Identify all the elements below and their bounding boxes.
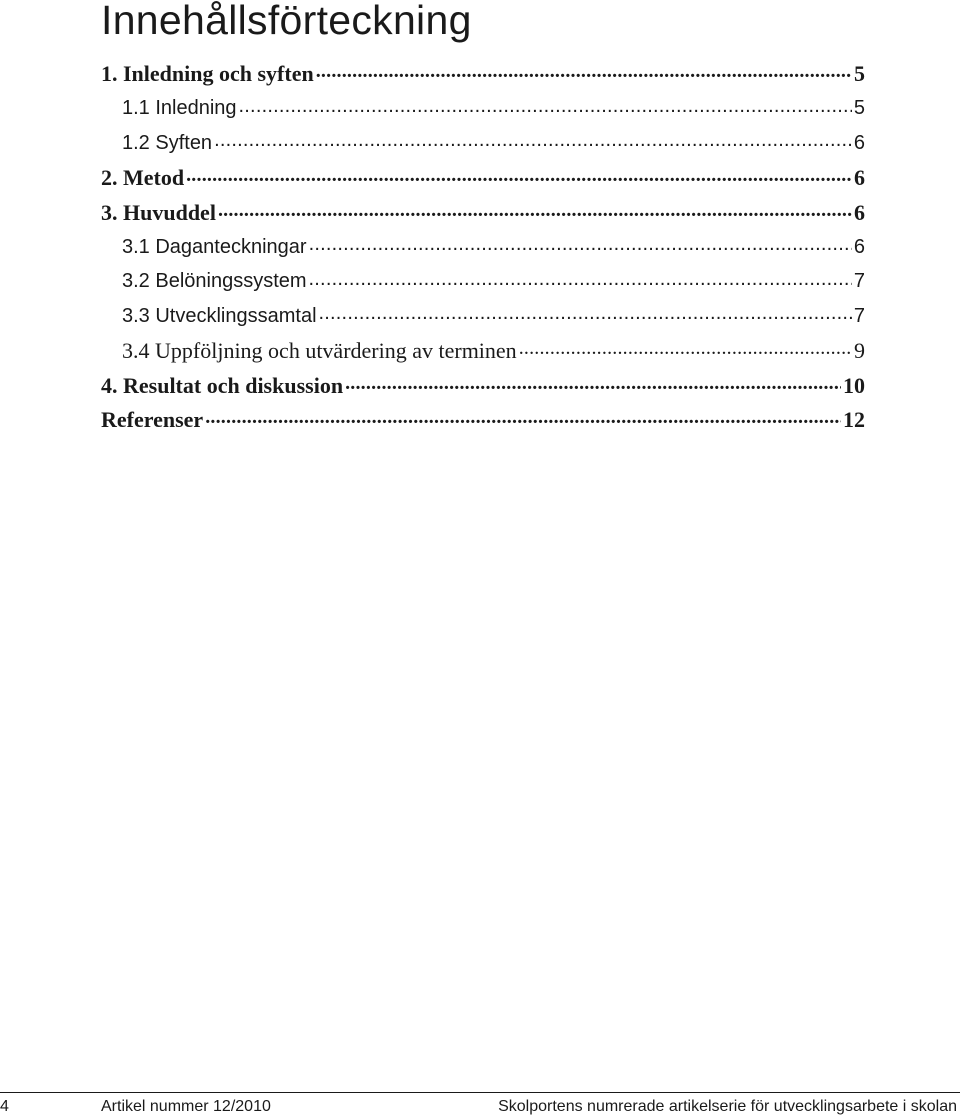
toc-entry-label: 1.1 Inledning — [122, 97, 237, 120]
page-title: Innehållsförteckning — [101, 0, 472, 43]
footer-issue: Artikel nummer 12/2010 — [101, 1098, 271, 1115]
toc-entry[interactable] — [101, 299, 865, 334]
toc-entry-page: 6 — [853, 235, 865, 258]
table-of-contents — [101, 57, 865, 438]
toc-dot-leader — [239, 97, 852, 121]
toc-entry-page: 6 — [854, 165, 865, 191]
toc-entry-label: 1.2 Syften — [122, 131, 213, 154]
toc-entry-label: 2. Metod — [101, 165, 185, 191]
toc-dot-leader — [214, 131, 852, 155]
toc-entry-label: 4. Resultat och diskussion — [101, 372, 344, 398]
toc-dot-leader — [519, 339, 852, 363]
toc-entry[interactable] — [101, 126, 865, 161]
toc-entry[interactable] — [101, 265, 865, 300]
toc-entry[interactable] — [101, 230, 865, 265]
toc-entry-page: 6 — [853, 131, 865, 154]
toc-entry-label: 3. Huvuddel — [101, 199, 216, 225]
toc-dot-leader — [205, 408, 841, 432]
footer-divider — [0, 1092, 960, 1093]
toc-dot-leader — [319, 304, 852, 328]
toc-entry[interactable] — [101, 368, 865, 403]
toc-entry[interactable] — [101, 403, 865, 438]
toc-entry-page: 10 — [843, 372, 865, 398]
toc-entry-label: 1. Inledning och syften — [101, 61, 314, 87]
toc-entry-page: 6 — [854, 199, 865, 225]
toc-dot-leader — [316, 62, 852, 86]
toc-entry-label: 3.2 Belöningssystem — [122, 270, 307, 293]
toc-entry-page: 5 — [854, 61, 865, 87]
toc-dot-leader — [309, 235, 852, 259]
toc-entry-page: 7 — [853, 304, 865, 327]
toc-entry-page: 12 — [843, 407, 865, 433]
toc-entry[interactable] — [101, 161, 865, 196]
toc-dot-leader — [309, 270, 852, 294]
toc-entry-label: Referenser — [101, 407, 204, 433]
toc-dot-leader — [186, 166, 852, 190]
toc-dot-leader — [345, 374, 841, 398]
toc-dot-leader — [218, 201, 852, 225]
toc-entry[interactable] — [101, 334, 865, 369]
toc-entry[interactable] — [101, 195, 865, 230]
toc-entry-page: 9 — [854, 338, 865, 364]
toc-entry-label: 3.1 Daganteckningar — [122, 235, 307, 258]
toc-entry-label: 3.4 Uppföljning och utvärdering av terminen — [122, 338, 517, 364]
toc-entry[interactable] — [101, 57, 865, 92]
toc-entry[interactable] — [101, 92, 865, 127]
toc-entry-page: 7 — [853, 270, 865, 293]
toc-entry-label: 3.3 Utvecklingssamtal — [122, 304, 317, 327]
footer-page-number: 4 — [0, 1098, 9, 1115]
footer-series-title: Skolportens numrerade artikelserie för utvecklingsarbete i skolan — [498, 1098, 957, 1115]
toc-entry-page: 5 — [853, 97, 865, 120]
